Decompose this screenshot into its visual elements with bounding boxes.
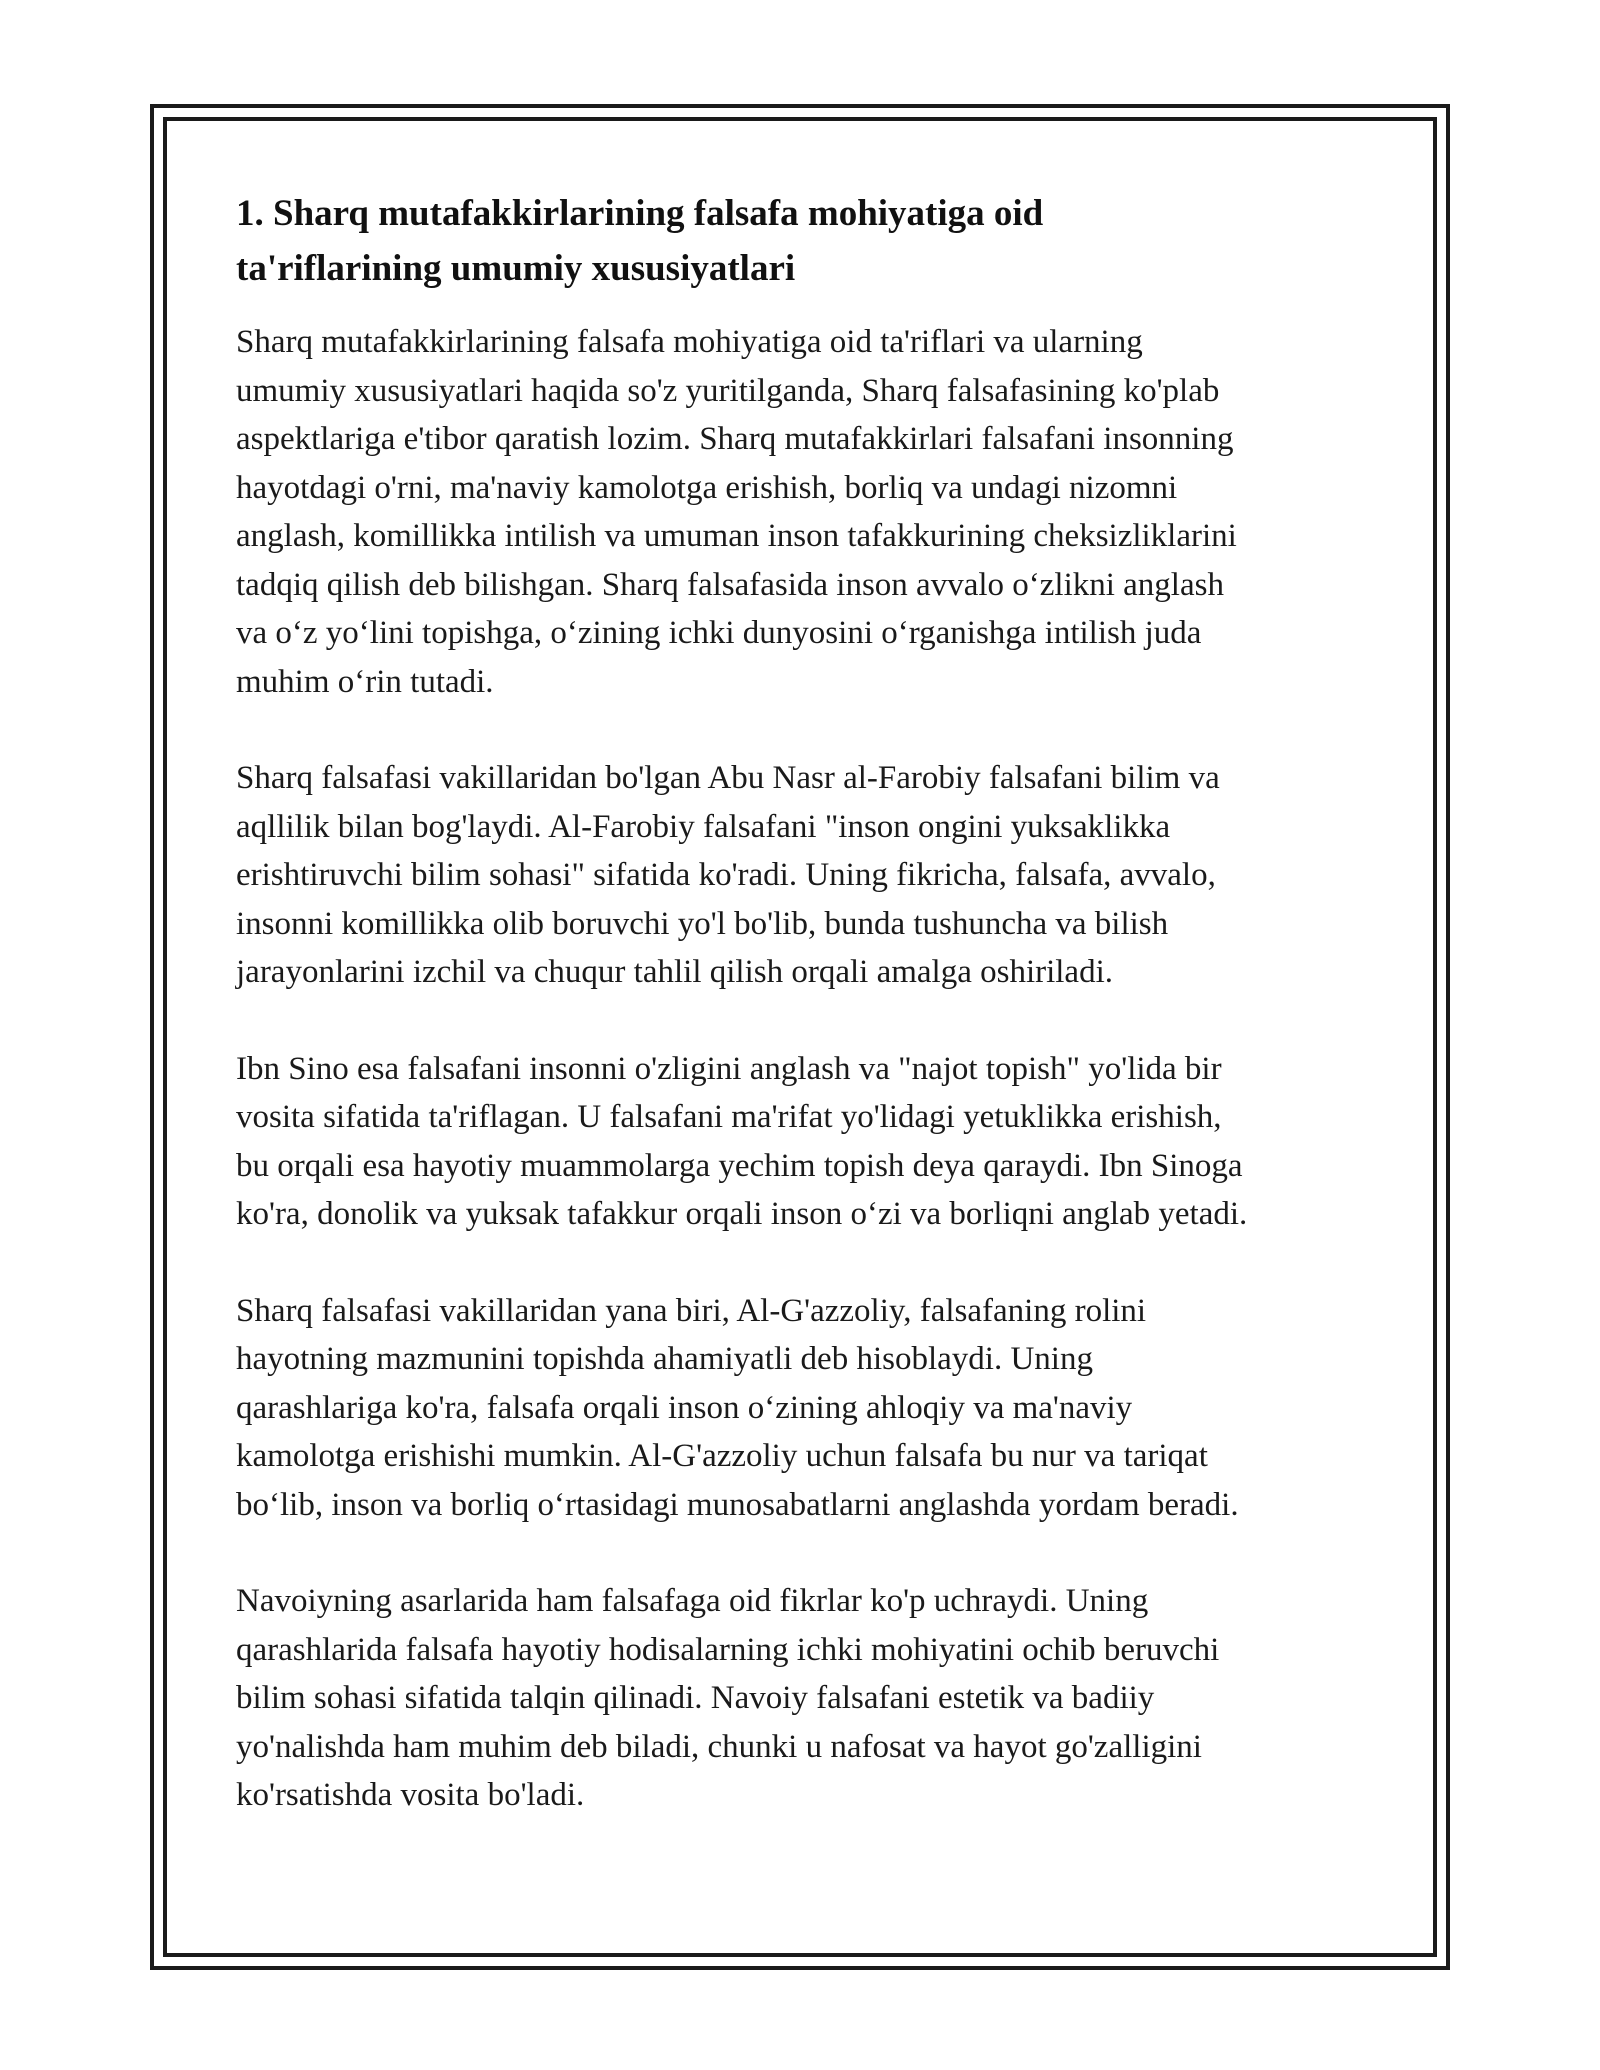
paragraph-gazzoliy (236, 1287, 1396, 1530)
text-line: anglash, komillikka intilish va umuman inson tafakkurining cheksizliklarini (236, 518, 1237, 554)
text-line: tadqiq qilish deb bilishgan. Sharq falsafasida inson avvalo o‘zlikni anglash (236, 566, 1224, 603)
text-line: Sharq falsafasi vakillaridan bo'lgan Abu Nasr al-Farobiy falsafani bilim va (236, 760, 1220, 796)
text-line: qarashlarida falsafa hayotiy hodisalarning ichki mohiyatini ochib beruvchi (236, 1631, 1220, 1668)
text-line: bu orqali esa hayotiy muammolarga yechim topish deya qaraydi. Ibn Sinoga (236, 1147, 1243, 1184)
paragraph-intro (236, 318, 1396, 706)
text-line: aspektlariga e'tibor qaratish lozim. Sharq mutafakkirlari falsafani insonning (236, 421, 1234, 457)
text-line: erishtiruvchi bilim sohasi" sifatida ko'radi. Uning fikricha, falsafa, avvalo, (236, 857, 1216, 893)
text-line: Sharq mutafakkirlarining falsafa mohiyatiga oid ta'riflari va ularning (236, 324, 1143, 360)
text-line: bilim sohasi sifatida talqin qilinadi. Navoiy falsafani estetik va badiiy (236, 1680, 1155, 1716)
paragraph-farobiy (236, 754, 1396, 997)
text-line: hayotning mazmunini topishda ahamiyatli deb hisoblaydi. Uning (236, 1341, 1093, 1377)
section-heading (236, 186, 1396, 296)
text-line: hayotdagi o'rni, ma'naviy kamolotga erishish, borliq va undagi nizomni (236, 469, 1178, 506)
text-line: Sharq falsafasi vakillaridan yana biri, Al-G'azzoliy, falsafaning rolini (236, 1292, 1147, 1329)
text-line: insonni komillikka olib boruvchi yo'l bo'lib, bunda tushuncha va bilish (236, 905, 1169, 942)
text-line: aqllilik bilan bog'laydi. Al-Farobiy falsafani "inson ongini yuksaklikka (236, 808, 1171, 845)
paragraph-ibn-sino (236, 1045, 1396, 1239)
paragraph-navoiy (236, 1577, 1396, 1820)
text-line: ko'ra, donolik va yuksak tafakkur orqali inson o‘zi va borliqni anglab yetadi. (236, 1196, 1248, 1232)
heading-line: 1. Sharq mutafakkirlarining falsafa mohiyatiga oid (236, 193, 1044, 234)
text-line: muhim o‘rin tutadi. (236, 663, 494, 700)
text-line: vosita sifatida ta'riflagan. U falsafani ma'rifat yo'lidagi yetuklikka erishish, (236, 1099, 1222, 1135)
text-line: Ibn Sino esa falsafani insonni o'zligini anglash va "najot topish" yo'lida bir (236, 1050, 1222, 1087)
text-line: ko'rsatishda vosita bo'ladi. (236, 1777, 585, 1813)
text-line: jarayonlarini izchil va chuqur tahlil qilish orqali amalga oshiriladi. (236, 954, 1113, 990)
text-line: yo'nalishda ham muhim deb biladi, chunki u nafosat va hayot go'zalligini (236, 1728, 1202, 1765)
text-line: umumiy xususiyatlari haqida so'z yuritilganda, Sharq falsafasining ko'plab (236, 372, 1220, 409)
document-body (236, 186, 1396, 1868)
text-line: bo‘lib, inson va borliq o‘rtasidagi munosabatlarni anglashda yordam beradi. (236, 1486, 1239, 1523)
heading-line: ta'riflarining umumiy xususiyatlari (236, 248, 796, 289)
text-line: va o‘z yo‘lini topishga, o‘zining ichki dunyosini o‘rganishga intilish juda (236, 615, 1202, 651)
text-line: qarashlariga ko'ra, falsafa orqali inson o‘zining ahloqiy va ma'naviy (236, 1389, 1133, 1426)
text-line: kamolotga erishishi mumkin. Al-G'azzoliy uchun falsafa bu nur va tariqat (236, 1438, 1208, 1474)
text-line: Navoiyning asarlarida ham falsafaga oid fikrlar ko'p uchraydi. Uning (236, 1583, 1149, 1619)
